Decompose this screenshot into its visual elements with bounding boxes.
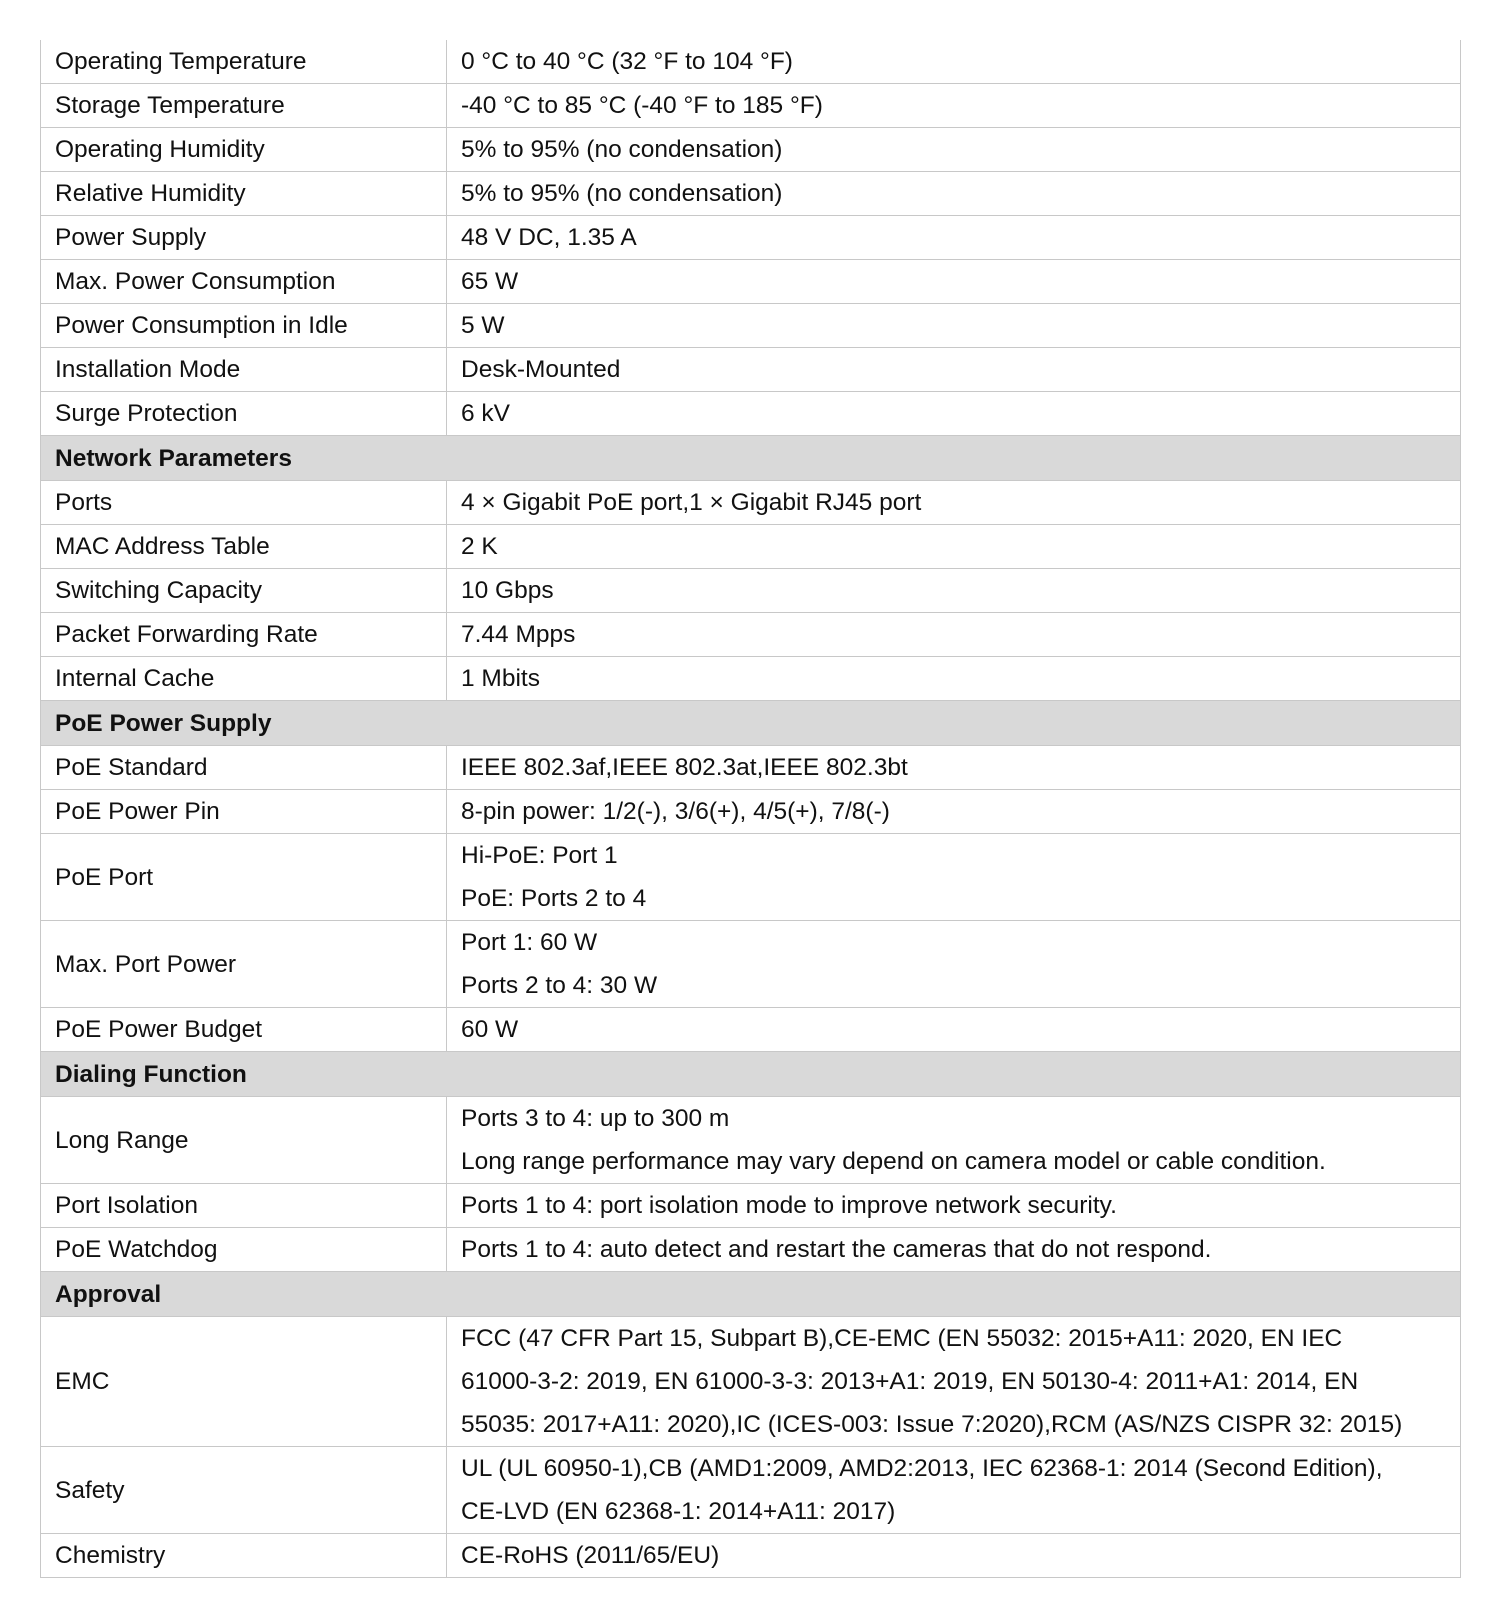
spec-value <box>447 84 1461 128</box>
spec-label: Packet Forwarding Rate <box>41 613 447 657</box>
spec-row <box>41 260 1461 304</box>
section-header-row <box>41 701 1461 746</box>
spec-label: Power Supply <box>41 216 447 260</box>
spec-value-line: 7.44 Mpps <box>461 621 576 648</box>
spec-label: Long Range <box>41 1097 447 1184</box>
spec-row <box>41 84 1461 128</box>
spec-label: Max. Port Power <box>41 921 447 1008</box>
spec-value-line: 0 °C to 40 °C (32 °F to 104 °F) <box>461 48 793 75</box>
spec-value-line: 5% to 95% (no condensation) <box>461 136 783 163</box>
spec-row <box>41 1097 1461 1184</box>
spec-value <box>447 657 1461 701</box>
spec-value <box>447 746 1461 790</box>
spec-table <box>40 40 1461 1578</box>
spec-value-line: 2 K <box>461 533 498 560</box>
spec-value <box>447 216 1461 260</box>
spec-label: Switching Capacity <box>41 569 447 613</box>
section-title: PoE Power Supply <box>41 701 1461 746</box>
spec-row <box>41 834 1461 921</box>
spec-value-line: 60 W <box>461 1016 519 1043</box>
spec-label: Power Consumption in Idle <box>41 304 447 348</box>
spec-value-line: 8-pin power: 1/2(-), 3/6(+), 4/5(+), 7/8(-) <box>461 798 890 825</box>
spec-row <box>41 1534 1461 1578</box>
spec-row <box>41 569 1461 613</box>
spec-value-line: Desk-Mounted <box>461 356 621 383</box>
spec-row <box>41 657 1461 701</box>
spec-value-line: 61000-3-2: 2019, EN 61000-3-3: 2013+A1: 2019, EN 50130-4: 2011+A1: 2014, EN <box>461 1368 1359 1395</box>
spec-value-line: CE-LVD (EN 62368-1: 2014+A11: 2017) <box>461 1498 896 1525</box>
spec-value <box>447 348 1461 392</box>
spec-row <box>41 128 1461 172</box>
spec-value-line: 4 × Gigabit PoE port,1 × Gigabit RJ45 port <box>461 489 922 516</box>
spec-row <box>41 348 1461 392</box>
spec-value-line: Ports 1 to 4: port isolation mode to improve network security. <box>461 1192 1117 1219</box>
spec-value-line: 48 V DC, 1.35 A <box>461 224 637 251</box>
spec-value <box>447 834 1461 921</box>
spec-row <box>41 613 1461 657</box>
spec-value-line: Hi-PoE: Port 1 <box>461 842 618 869</box>
spec-row <box>41 921 1461 1008</box>
section-header-row <box>41 1272 1461 1317</box>
spec-label: Safety <box>41 1447 447 1534</box>
spec-value-line: -40 °C to 85 °C (-40 °F to 185 °F) <box>461 92 823 119</box>
spec-value <box>447 1447 1461 1534</box>
section-title: Approval <box>41 1272 1461 1317</box>
spec-label: Surge Protection <box>41 392 447 436</box>
spec-value <box>447 569 1461 613</box>
spec-value <box>447 172 1461 216</box>
spec-value-line: FCC (47 CFR Part 15, Subpart B),CE-EMC (EN 55032: 2015+A11: 2020, EN IEC <box>461 1325 1343 1352</box>
spec-row <box>41 216 1461 260</box>
section-header-row <box>41 1052 1461 1097</box>
spec-label: MAC Address Table <box>41 525 447 569</box>
spec-value <box>447 1228 1461 1272</box>
spec-label: Port Isolation <box>41 1184 447 1228</box>
spec-label: PoE Power Budget <box>41 1008 447 1052</box>
spec-value-line: Long range performance may vary depend on camera model or cable condition. <box>461 1148 1326 1175</box>
spec-value <box>447 260 1461 304</box>
spec-value-line: Ports 2 to 4: 30 W <box>461 972 658 999</box>
spec-value <box>447 481 1461 525</box>
spec-value <box>447 1184 1461 1228</box>
section-title: Network Parameters <box>41 436 1461 481</box>
spec-value <box>447 613 1461 657</box>
spec-value <box>447 304 1461 348</box>
spec-value <box>447 1097 1461 1184</box>
spec-label: Ports <box>41 481 447 525</box>
spec-value-line: 55035: 2017+A11: 2020),IC (ICES-003: Issue 7:2020),RCM (AS/NZS CISPR 32: 2015) <box>461 1411 1403 1438</box>
spec-label: Storage Temperature <box>41 84 447 128</box>
spec-value-line: PoE: Ports 2 to 4 <box>461 885 647 912</box>
spec-row <box>41 1184 1461 1228</box>
spec-row <box>41 304 1461 348</box>
spec-label: PoE Standard <box>41 746 447 790</box>
spec-value-line: Ports 3 to 4: up to 300 m <box>461 1105 730 1132</box>
spec-row <box>41 40 1461 84</box>
spec-row <box>41 392 1461 436</box>
spec-value <box>447 790 1461 834</box>
spec-value-line: IEEE 802.3af,IEEE 802.3at,IEEE 802.3bt <box>461 754 908 781</box>
spec-value-line: 5 W <box>461 312 505 339</box>
spec-value-line: UL (UL 60950-1),CB (AMD1:2009, AMD2:2013, IEC 62368-1: 2014 (Second Edition), <box>461 1455 1383 1482</box>
spec-label: Operating Temperature <box>41 40 447 84</box>
spec-value-line: 1 Mbits <box>461 665 540 692</box>
spec-value-line: Port 1: 60 W <box>461 929 598 956</box>
spec-value <box>447 525 1461 569</box>
section-header-row <box>41 436 1461 481</box>
spec-row <box>41 172 1461 216</box>
spec-table-body <box>41 40 1461 1578</box>
spec-label: Relative Humidity <box>41 172 447 216</box>
spec-value <box>447 921 1461 1008</box>
spec-label: Operating Humidity <box>41 128 447 172</box>
spec-value <box>447 128 1461 172</box>
spec-value-line: 10 Gbps <box>461 577 554 604</box>
spec-row <box>41 1447 1461 1534</box>
spec-row <box>41 746 1461 790</box>
spec-label: PoE Port <box>41 834 447 921</box>
spec-value <box>447 392 1461 436</box>
spec-label: Max. Power Consumption <box>41 260 447 304</box>
spec-label: Installation Mode <box>41 348 447 392</box>
spec-label: Internal Cache <box>41 657 447 701</box>
spec-row <box>41 790 1461 834</box>
spec-value-line: 5% to 95% (no condensation) <box>461 180 783 207</box>
spec-value-line: 65 W <box>461 268 519 295</box>
spec-value-line: CE-RoHS (2011/65/EU) <box>461 1542 720 1569</box>
spec-label: PoE Power Pin <box>41 790 447 834</box>
spec-value-line: Ports 1 to 4: auto detect and restart the cameras that do not respond. <box>461 1236 1212 1263</box>
spec-value <box>447 40 1461 84</box>
spec-value <box>447 1008 1461 1052</box>
spec-label: EMC <box>41 1317 447 1447</box>
spec-row <box>41 1317 1461 1447</box>
spec-row <box>41 1008 1461 1052</box>
spec-value <box>447 1534 1461 1578</box>
spec-label: Chemistry <box>41 1534 447 1578</box>
spec-label: PoE Watchdog <box>41 1228 447 1272</box>
spec-value <box>447 1317 1461 1447</box>
spec-row <box>41 525 1461 569</box>
spec-value-line: 6 kV <box>461 400 511 427</box>
section-title: Dialing Function <box>41 1052 1461 1097</box>
spec-row <box>41 1228 1461 1272</box>
spec-row <box>41 481 1461 525</box>
